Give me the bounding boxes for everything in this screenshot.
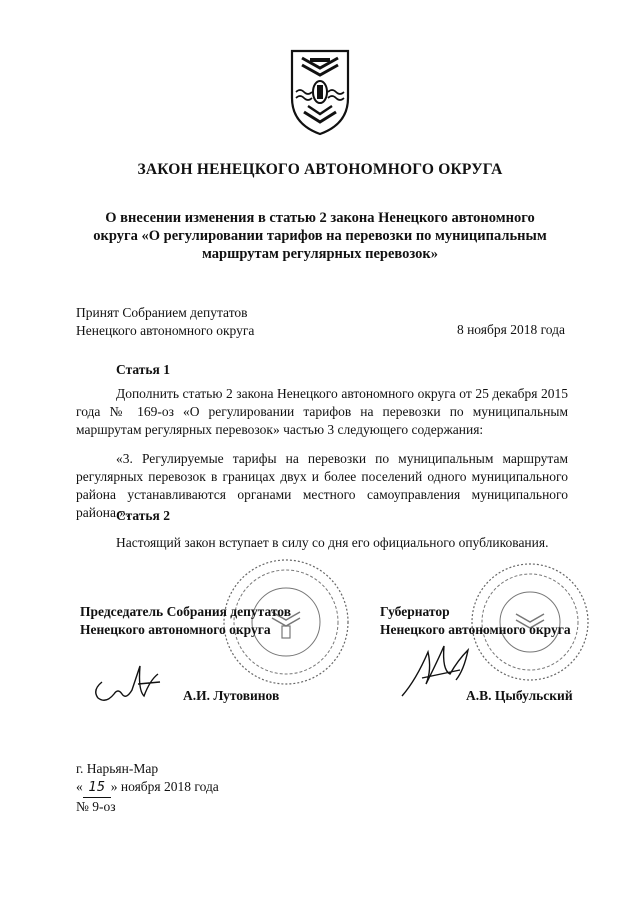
article-1-heading: Статья 1 — [116, 362, 170, 377]
date-quote-open: « — [76, 779, 83, 794]
left-signatory-title — [80, 603, 291, 639]
article-1-paragraph: Дополнить статью 2 закона Ненецкого автономного округа от 25 декабря 2015 года № 169-оз «О регулировании тарифов на перевозки по муниципальным маршрутам регулярных перевозок» частью 3 следующего содержания: — [76, 386, 568, 437]
signing-date — [76, 778, 219, 798]
left-signature — [88, 660, 168, 710]
law-title: ЗАКОН НЕНЕЦКОГО АВТОНОМНОГО ОКРУГА — [137, 161, 503, 178]
left-signatory-name: А.И. Лутовинов — [183, 688, 280, 703]
nenets-coat-of-arms-icon — [288, 48, 352, 136]
right-title-line: Ненецкого автономного округа — [380, 622, 571, 637]
subject-line: О внесении изменения в статью 2 закона Ненецкого автономного — [105, 210, 535, 226]
left-title-line: Ненецкого автономного округа — [80, 622, 271, 637]
date-rest: » ноября 2018 года — [110, 779, 219, 794]
left-title-line: Председатель Собрания депутатов — [80, 604, 292, 619]
right-title-line: Губернатор — [380, 604, 450, 619]
subject-line: округа «О регулировании тарифов на перевозки по муниципальным — [93, 228, 547, 244]
law-subject — [0, 209, 640, 263]
subject-line: маршрутам регулярных перевозок» — [202, 246, 438, 262]
article-2-heading: Статья 2 — [116, 508, 170, 523]
date-day: 15 — [83, 779, 111, 798]
adoption-block — [76, 304, 254, 340]
right-signatory-name: А.В. Цыбульский — [466, 688, 573, 703]
coat-of-arms — [288, 48, 352, 136]
adoption-date: 8 ноября 2018 года — [456, 322, 565, 337]
right-signatory-title — [380, 603, 571, 639]
law-footer — [76, 760, 219, 816]
adoption-line: Ненецкого автономного округа — [76, 323, 255, 338]
article-1-quote: «3. Регулируемые тарифы на перевозки по муниципальным маршрутам регулярных перевозок в границах двух и более поселений одного муниципального района устанавливаются органами местного самоуправления муниципального района.». — [76, 451, 568, 520]
article-2-paragraph: Настоящий закон вступает в силу со дня его официального опубликования. — [116, 535, 549, 550]
city: г. Нарьян-Мар — [76, 761, 159, 776]
law-number: № 9-оз — [76, 799, 116, 814]
adoption-line: Принят Собранием депутатов — [76, 305, 248, 320]
